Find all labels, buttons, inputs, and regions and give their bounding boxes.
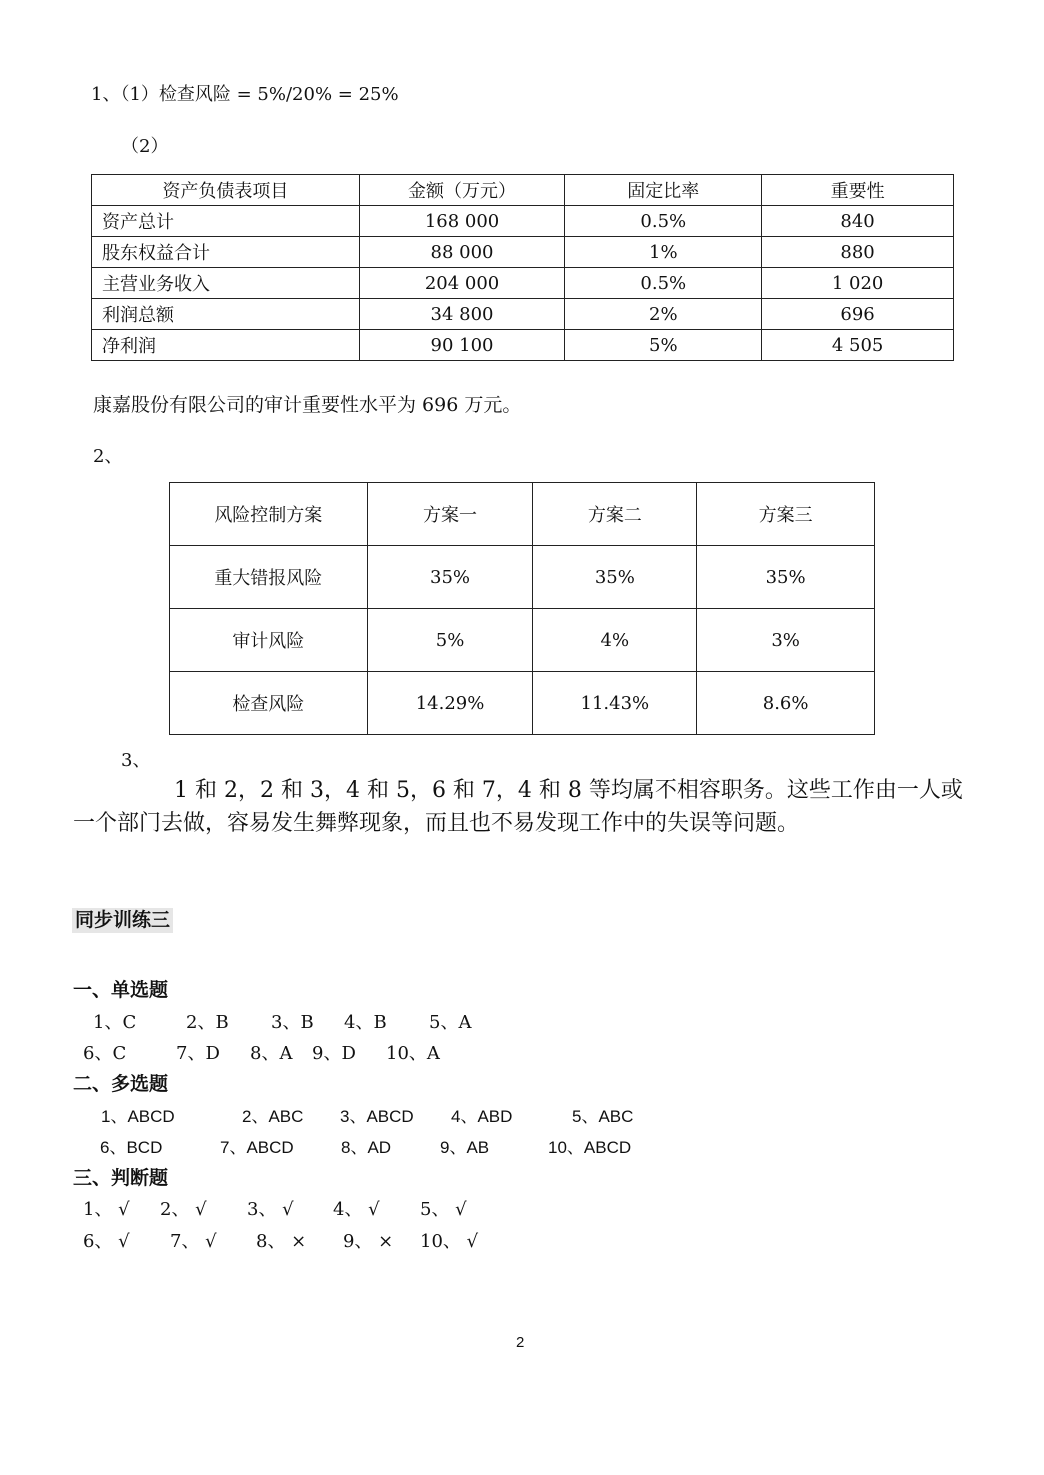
materiality-table (91, 174, 954, 361)
multi-choice-heading: 二、多选题 (73, 1074, 169, 1095)
table-cell: 11.43% (533, 672, 697, 735)
section-title-text: 同步训练三 (72, 908, 173, 933)
answer-item: 2、ABC (242, 1107, 304, 1126)
table-cell: 检查风险 (170, 672, 368, 735)
q1-conclusion: 康嘉股份有限公司的审计重要性水平为 696 万元。 (93, 394, 522, 416)
table-cell: 0.5% (565, 268, 762, 299)
table-cell: 3% (697, 609, 875, 672)
table-cell: 股东权益合计 (92, 237, 360, 268)
page-number: 2 (516, 1334, 525, 1351)
table-cell: 1 020 (762, 268, 954, 299)
table-cell: 利润总额 (92, 299, 360, 330)
table-row (170, 672, 875, 735)
table-header-cell: 金额（万元） (359, 175, 565, 206)
answer-item: 5、ABC (572, 1107, 634, 1126)
table-cell: 88 000 (359, 237, 565, 268)
table-cell: 8.6% (697, 672, 875, 735)
answer-item: 7、ABCD (220, 1138, 294, 1157)
single-choice-heading: 一、单选题 (73, 980, 169, 1001)
table-cell: 34 800 (359, 299, 565, 330)
answer-item: 9、AB (440, 1138, 490, 1157)
table-header-cell: 方案三 (697, 483, 875, 546)
table-header-row (92, 175, 954, 206)
answer-item: 7、 √ (170, 1231, 217, 1252)
answer-item: 1、 √ (83, 1199, 130, 1220)
answer-item: 4、 √ (333, 1199, 380, 1220)
q3-line2: 一个部门去做，容易发生舞弊现象，而且也不易发现工作中的失误等问题。 (73, 811, 800, 836)
answer-item: 7、D (176, 1043, 220, 1064)
table-header-cell: 资产负债表项目 (92, 175, 360, 206)
table-cell: 840 (762, 206, 954, 237)
section-title (72, 905, 173, 932)
q2-label: 2、 (93, 446, 123, 467)
answer-item: 8、AD (341, 1138, 392, 1157)
table-row (92, 330, 954, 361)
answer-item: 5、 √ (420, 1199, 467, 1220)
answer-item: 10、 √ (420, 1231, 479, 1252)
answer-item: 10、ABCD (548, 1138, 632, 1157)
table-row (92, 237, 954, 268)
answer-item: 2、 √ (160, 1199, 207, 1220)
table-row (92, 268, 954, 299)
answer-item: 5、A (429, 1012, 472, 1033)
table-cell: 重大错报风险 (170, 546, 368, 609)
answer-item: 6、C (83, 1043, 127, 1064)
answer-item: 6、 √ (83, 1231, 130, 1252)
table-cell: 1% (565, 237, 762, 268)
table-cell: 880 (762, 237, 954, 268)
answer-item: 2、B (186, 1012, 229, 1033)
table-cell: 204 000 (359, 268, 565, 299)
q1-line1: 1、（1）检查风险 = 5%/20% = 25% (91, 84, 399, 105)
answer-item: 3、ABCD (340, 1107, 414, 1126)
answer-item: 4、ABD (451, 1107, 513, 1126)
answer-item: 8、 × (256, 1231, 307, 1252)
table-header-cell: 方案二 (533, 483, 697, 546)
risk-control-table (169, 482, 875, 735)
answer-item: 4、B (344, 1012, 387, 1033)
q3-label: 3、 (121, 750, 151, 771)
answer-item: 3、 √ (247, 1199, 294, 1220)
q1-line2: （2） (121, 136, 169, 157)
table-cell: 5% (565, 330, 762, 361)
table-header-cell: 风险控制方案 (170, 483, 368, 546)
answer-item: 9、 × (343, 1231, 394, 1252)
table-cell: 2% (565, 299, 762, 330)
table-cell: 4 505 (762, 330, 954, 361)
answer-item: 1、ABCD (101, 1107, 175, 1126)
answer-item: 9、D (312, 1043, 356, 1064)
table-row (92, 299, 954, 330)
table-header-cell: 方案一 (367, 483, 533, 546)
table-row (92, 206, 954, 237)
table-cell: 14.29% (367, 672, 533, 735)
table-cell: 90 100 (359, 330, 565, 361)
answer-item: 3、B (271, 1012, 314, 1033)
table-row (170, 546, 875, 609)
answer-item: 1、C (93, 1012, 137, 1033)
table-cell: 168 000 (359, 206, 565, 237)
table-cell: 35% (697, 546, 875, 609)
table-cell: 35% (367, 546, 533, 609)
table-cell: 4% (533, 609, 697, 672)
table-cell: 5% (367, 609, 533, 672)
table-header-cell: 重要性 (762, 175, 954, 206)
table-header-cell: 固定比率 (565, 175, 762, 206)
table-cell: 资产总计 (92, 206, 360, 237)
table-cell: 主营业务收入 (92, 268, 360, 299)
table-cell: 审计风险 (170, 609, 368, 672)
table-cell: 0.5% (565, 206, 762, 237)
q3-line1: 1 和 2，2 和 3，4 和 5，6 和 7，4 和 8 等均属不相容职务。这些工作由一人或 (174, 778, 963, 803)
table-cell: 696 (762, 299, 954, 330)
table-cell: 净利润 (92, 330, 360, 361)
table-row (170, 609, 875, 672)
table-cell: 35% (533, 546, 697, 609)
answer-item: 8、A (250, 1043, 293, 1064)
answer-item: 10、A (386, 1043, 440, 1064)
table-header-row (170, 483, 875, 546)
answer-item: 6、BCD (100, 1138, 163, 1157)
true-false-heading: 三、判断题 (73, 1168, 169, 1189)
